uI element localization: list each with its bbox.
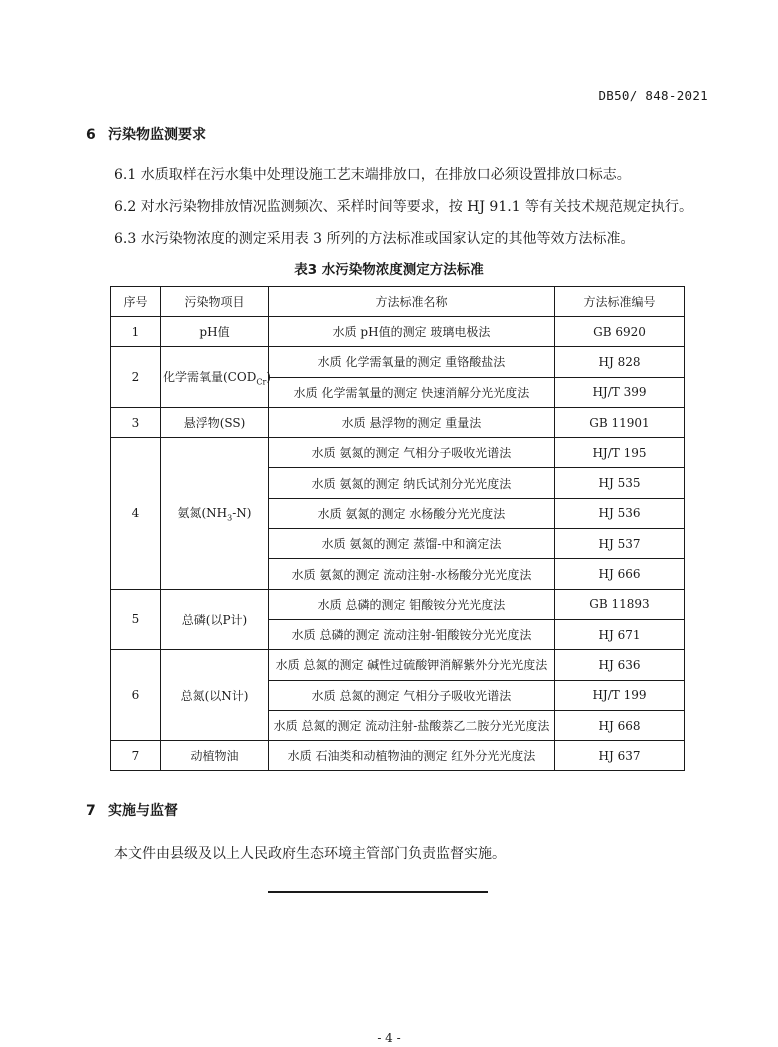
section-7-title: 实施与监督 xyxy=(108,803,178,819)
table-row xyxy=(111,589,685,619)
table-row xyxy=(111,407,685,437)
cell-no: 5 xyxy=(111,589,161,650)
cell-method-name: 水质 总氮的测定 流动注射-盐酸萘乙二胺分光光度法 xyxy=(269,710,555,740)
cell-method-name: 水质 总氮的测定 气相分子吸收光谱法 xyxy=(269,680,555,710)
cell-no: 1 xyxy=(111,317,161,347)
cell-method-name: 水质 悬浮物的测定 重量法 xyxy=(269,407,555,437)
cell-method-code: HJ 671 xyxy=(555,619,685,649)
pollutant-name: 动植物油 xyxy=(190,749,239,764)
header-pollutant: 污染物项目 xyxy=(161,287,269,317)
cell-method-code: HJ/T 399 xyxy=(555,377,685,407)
pollutant-suffix: ) xyxy=(266,369,271,384)
cell-method-name: 水质 总磷的测定 流动注射-钼酸铵分光光度法 xyxy=(269,619,555,649)
table-row xyxy=(111,438,685,468)
pollutant-suffix: -N) xyxy=(232,506,252,521)
pollutant-name: 总磷(以P计) xyxy=(181,612,248,627)
cell-method-name: 水质 pH值的测定 玻璃电极法 xyxy=(269,317,555,347)
table-body xyxy=(111,317,685,771)
cell-pollutant xyxy=(161,741,269,771)
pollutant-subscript: 3 xyxy=(227,513,233,523)
section-6-title: 污染物监测要求 xyxy=(108,127,206,143)
pollutant-name: 化学需氧量(COD xyxy=(163,369,257,384)
pollutant-name: 氨氮(NH xyxy=(177,506,228,521)
cell-method-code: HJ 637 xyxy=(555,741,685,771)
cell-method-code: HJ 828 xyxy=(555,347,685,377)
cell-method-name: 水质 氨氮的测定 水杨酸分光光度法 xyxy=(269,498,555,528)
clause-6-3: 6.3 水污染物浓度的测定采用表 3 所列的方法标准或国家认定的其他等效方法标准。 xyxy=(114,231,635,247)
section-6-heading xyxy=(86,124,206,144)
header-no: 序号 xyxy=(111,287,161,317)
cell-method-name: 水质 石油类和动植物油的测定 红外分光光度法 xyxy=(269,741,555,771)
cell-pollutant xyxy=(161,347,269,408)
section-6-number: 6 xyxy=(86,127,96,143)
cell-method-code: HJ 636 xyxy=(555,650,685,680)
pollutant-name: 悬浮物(SS) xyxy=(183,416,246,431)
cell-pollutant xyxy=(161,438,269,589)
cell-method-code: HJ/T 199 xyxy=(555,680,685,710)
cell-method-code: HJ 536 xyxy=(555,498,685,528)
pollutant-subscript: Cr xyxy=(256,377,267,387)
document-code: DB50/ 848-2021 xyxy=(598,88,708,103)
clause-6-1: 6.1 水质取样在污水集中处理设施工艺末端排放口，在排放口必须设置排放口标志。 xyxy=(114,167,631,183)
clause-6-2: 6.2 对水污染物排放情况监测频次、采样时间等要求，按 HJ 91.1 等有关技术规范规定执行。 xyxy=(114,199,694,215)
table-row xyxy=(111,347,685,377)
cell-method-name: 水质 化学需氧量的测定 重铬酸盐法 xyxy=(269,347,555,377)
cell-method-name: 水质 总氮的测定 碱性过硫酸钾消解紫外分光光度法 xyxy=(269,650,555,680)
cell-method-name: 水质 总磷的测定 钼酸铵分光光度法 xyxy=(269,589,555,619)
table-3-title: 表3 水污染物浓度测定方法标准 xyxy=(294,262,484,278)
end-rule xyxy=(268,891,488,893)
cell-no: 2 xyxy=(111,347,161,408)
cell-method-code: HJ 535 xyxy=(555,468,685,498)
cell-method-name: 水质 氨氮的测定 纳氏试剂分光光度法 xyxy=(269,468,555,498)
table-row xyxy=(111,650,685,680)
cell-no: 3 xyxy=(111,407,161,437)
section-7-body: 本文件由县级及以上人民政府生态环境主管部门负责监督实施。 xyxy=(114,846,506,862)
cell-method-code: HJ 537 xyxy=(555,529,685,559)
table-header-row xyxy=(111,287,685,317)
table-row xyxy=(111,317,685,347)
cell-method-code: GB 11901 xyxy=(555,407,685,437)
cell-pollutant xyxy=(161,650,269,741)
pollutant-name: pH值 xyxy=(199,325,230,340)
cell-no: 4 xyxy=(111,438,161,589)
section-7-number: 7 xyxy=(86,803,96,819)
cell-method-code: GB 11893 xyxy=(555,589,685,619)
pollutant-name: 总氮(以N计) xyxy=(180,688,249,703)
cell-no: 7 xyxy=(111,741,161,771)
header-method-name: 方法标准名称 xyxy=(269,287,555,317)
method-standards-table xyxy=(110,286,685,771)
section-7-heading xyxy=(86,800,178,820)
cell-method-code: GB 6920 xyxy=(555,317,685,347)
header-method-code: 方法标准编号 xyxy=(555,287,685,317)
cell-method-name: 水质 氨氮的测定 气相分子吸收光谱法 xyxy=(269,438,555,468)
table-row xyxy=(111,741,685,771)
cell-pollutant xyxy=(161,407,269,437)
cell-method-code: HJ/T 195 xyxy=(555,438,685,468)
cell-method-name: 水质 化学需氧量的测定 快速消解分光光度法 xyxy=(269,377,555,407)
page-number: - 4 - xyxy=(377,1031,401,1045)
cell-no: 6 xyxy=(111,650,161,741)
cell-pollutant xyxy=(161,317,269,347)
cell-pollutant xyxy=(161,589,269,650)
cell-method-code: HJ 668 xyxy=(555,710,685,740)
cell-method-name: 水质 氨氮的测定 流动注射-水杨酸分光光度法 xyxy=(269,559,555,589)
cell-method-code: HJ 666 xyxy=(555,559,685,589)
cell-method-name: 水质 氨氮的测定 蒸馏-中和滴定法 xyxy=(269,529,555,559)
